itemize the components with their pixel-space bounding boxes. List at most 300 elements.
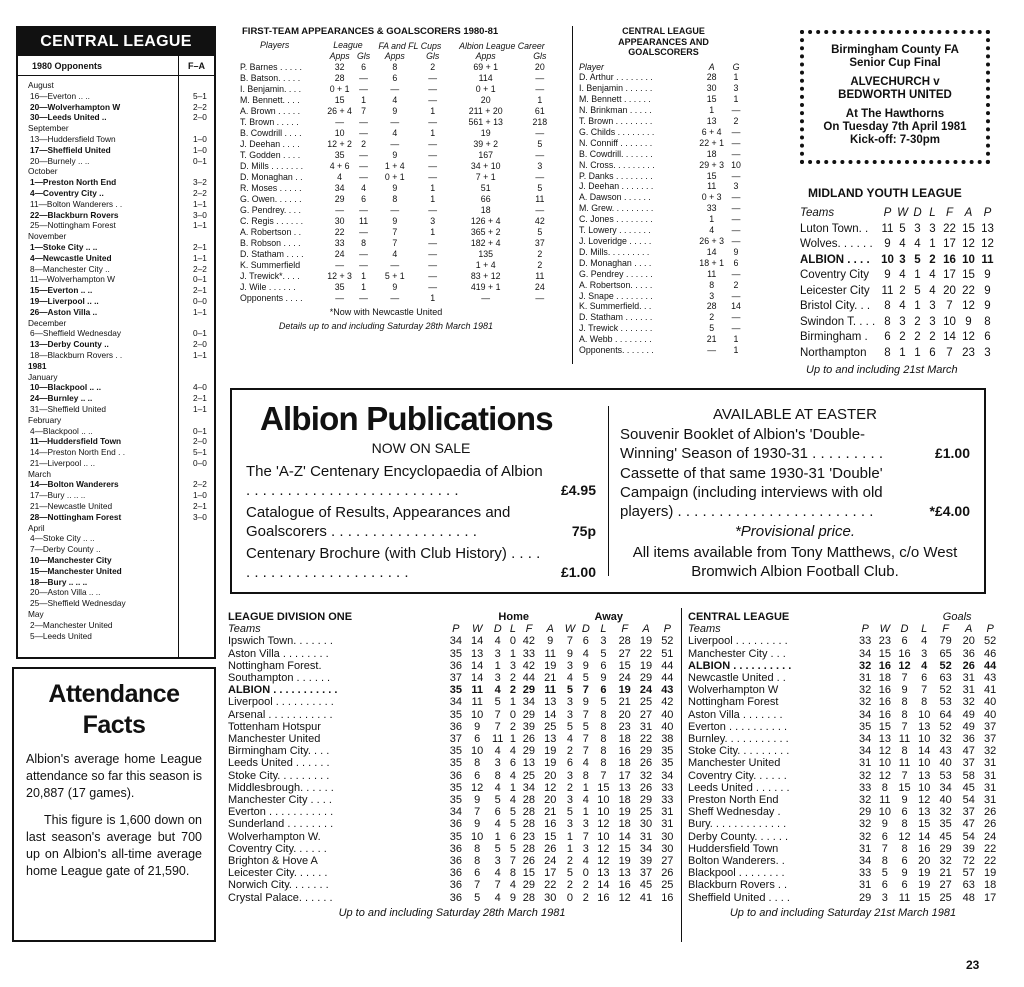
fixture-row bbox=[18, 587, 214, 598]
fixture-score: 1–0 bbox=[193, 144, 207, 155]
fixture-score bbox=[178, 533, 214, 544]
division-one-subheader-cell: P bbox=[452, 623, 460, 636]
division-one-title: LEAGUE DIVISION ONE bbox=[228, 611, 353, 623]
stat-cell: 3 bbox=[494, 672, 501, 685]
stat-cell: 4 bbox=[566, 672, 573, 685]
stat-cell: 26 bbox=[984, 818, 997, 831]
stat-cell: 4 bbox=[582, 647, 589, 660]
stat-cell: 52 bbox=[939, 659, 952, 672]
fixture-opponent: May bbox=[28, 609, 44, 620]
fixture-opponent: February bbox=[28, 414, 62, 425]
fixture-opponent: 7—Derby County .. bbox=[30, 544, 101, 555]
cl-appearance-row bbox=[579, 94, 748, 105]
stat-cell: 3 bbox=[899, 253, 906, 266]
stat-cell: 17 bbox=[984, 891, 997, 904]
team-name: Manchester City . . . bbox=[688, 647, 786, 660]
stat-cell: — bbox=[731, 105, 741, 116]
stat-cell: 18 bbox=[706, 148, 717, 159]
stat-cell: 5 bbox=[537, 139, 543, 149]
team-name: Leeds United . . . . . . bbox=[228, 757, 330, 770]
division-one-row bbox=[226, 770, 678, 782]
player-name: D. Statham . . . . bbox=[240, 249, 304, 259]
team-name: Burnley. . . . . . . . . . . bbox=[688, 733, 789, 746]
stat-cell: 5 bbox=[537, 183, 543, 193]
cl-appearance-row bbox=[579, 181, 748, 192]
stat-cell: 3 bbox=[494, 647, 501, 660]
stat-cell: 44 bbox=[522, 672, 536, 685]
fixture-opponent: 13—Huddersfield Town bbox=[30, 133, 116, 144]
fixture-row bbox=[18, 177, 214, 188]
team-name: Stoke City. . . . . . . . . bbox=[688, 745, 790, 758]
h-gls: Gls bbox=[356, 51, 371, 61]
stat-cell: — bbox=[428, 260, 438, 270]
stat-cell: 2 bbox=[733, 279, 739, 290]
cl-appearances-title: CENTRAL LEAGUE APPEARANCES AND GOALSCORERS bbox=[618, 26, 709, 57]
central-league-subheader-cell: P bbox=[986, 623, 994, 636]
appearance-row bbox=[236, 293, 556, 304]
division-one-row bbox=[226, 745, 678, 757]
fixture-opponent: 31—Sheffield United bbox=[30, 403, 106, 414]
publication-price: 75p bbox=[571, 523, 596, 539]
stat-cell: 37 bbox=[962, 806, 975, 819]
stat-cell: 15 bbox=[878, 647, 891, 660]
appearance-row bbox=[236, 282, 556, 293]
player-name: J. Trewick . . . . . . . bbox=[579, 323, 653, 334]
stat-cell: 114 bbox=[478, 73, 493, 83]
stat-cell: 15 bbox=[918, 891, 931, 904]
division-one-subheader-cell: F bbox=[621, 623, 629, 636]
stat-cell: 19 bbox=[918, 867, 931, 880]
fixture-opponent: April bbox=[28, 522, 45, 533]
stat-cell: 6 bbox=[474, 733, 481, 746]
division-one-subheader-cell: F bbox=[525, 623, 533, 636]
division-one-row bbox=[226, 794, 678, 806]
player-name: D. Mills. . . . . . . . . bbox=[579, 246, 650, 257]
stat-cell: 8 bbox=[884, 315, 891, 328]
stat-cell: 18 bbox=[480, 205, 491, 215]
team-name: Manchester United bbox=[228, 733, 321, 746]
stat-cell: 18 bbox=[618, 818, 631, 831]
stat-cell: 19 bbox=[544, 659, 557, 672]
stat-cell: 36 bbox=[449, 818, 462, 831]
stat-cell: 4 bbox=[494, 781, 501, 794]
cl-h-player: Player bbox=[579, 61, 604, 72]
stat-cell: 27 bbox=[661, 855, 674, 868]
player-name: P. Barnes . . . . . bbox=[240, 62, 302, 72]
stat-cell: 10 bbox=[597, 830, 610, 843]
stat-cell: 2 bbox=[566, 855, 573, 868]
stat-cell: 11 bbox=[898, 733, 911, 746]
fixture-opponent: 14—Bolton Wanderers bbox=[30, 479, 119, 490]
player-name: J. Trewick*. . . . bbox=[240, 271, 300, 281]
fixture-score: 2–0 bbox=[193, 112, 207, 123]
stat-cell: 3 bbox=[509, 659, 517, 672]
stat-cell: 58 bbox=[962, 769, 975, 782]
stat-cell: — bbox=[731, 290, 741, 301]
appearance-row bbox=[236, 194, 556, 205]
stat-cell: 32 bbox=[984, 745, 997, 758]
stat-cell: 16 bbox=[544, 818, 557, 831]
stat-cell: 32 bbox=[962, 696, 975, 709]
stat-cell: 16 bbox=[661, 891, 674, 904]
cl-appearances-table bbox=[579, 62, 748, 356]
fixture-row bbox=[18, 501, 214, 512]
player-name: G. Pendrey . . . . . . bbox=[579, 268, 653, 279]
fixture-score: 2–1 bbox=[193, 393, 207, 404]
fixture-row bbox=[18, 544, 214, 555]
fixture-row bbox=[18, 577, 214, 588]
stat-cell: 5 bbox=[494, 842, 501, 855]
central-league-row bbox=[686, 733, 1000, 745]
stat-cell: 12 bbox=[918, 794, 931, 807]
stat-cell: 1 bbox=[430, 183, 436, 193]
stat-cell: 29 bbox=[639, 794, 653, 807]
stat-cell: — bbox=[731, 225, 741, 236]
stat-cell: 7 bbox=[600, 769, 607, 782]
central-league-standings bbox=[686, 611, 1000, 904]
publication-item bbox=[246, 544, 596, 582]
stat-cell: 42 bbox=[661, 696, 674, 709]
stat-cell: 16 bbox=[878, 708, 891, 721]
appearance-row bbox=[236, 84, 556, 95]
stat-cell: 21 bbox=[544, 672, 557, 685]
stat-cell: 26 bbox=[544, 842, 557, 855]
central-league-table-note: Up to and including Saturday 21st March 1981 bbox=[729, 906, 957, 919]
central-league-row bbox=[686, 831, 1000, 843]
myl-row bbox=[800, 299, 997, 315]
team-name: Huddersfield Town bbox=[688, 842, 779, 855]
team-name: Leicester City. . . . . . bbox=[228, 867, 328, 880]
stat-cell: 18 bbox=[618, 757, 631, 770]
myl-header-cell: F bbox=[945, 207, 954, 219]
stat-cell: 29 bbox=[334, 194, 345, 204]
stat-cell: 25 bbox=[522, 769, 536, 782]
stat-cell: 22 bbox=[639, 647, 653, 660]
stat-cell: 9 bbox=[392, 183, 398, 193]
stat-cell: — bbox=[535, 293, 545, 303]
fixture-opponent: 17—Sheffield United bbox=[30, 144, 111, 155]
stat-cell: 1 bbox=[361, 282, 367, 292]
central-league-subheader bbox=[686, 623, 1000, 635]
fixture-opponent: 21—Newcastle United bbox=[30, 501, 113, 512]
fixture-score bbox=[178, 631, 214, 642]
myl-header-cell: P bbox=[883, 207, 892, 219]
team-name: Stoke City. . . . . . . . . bbox=[228, 769, 330, 782]
stat-cell: 49 bbox=[962, 720, 975, 733]
stat-cell: 30 bbox=[334, 216, 345, 226]
fixture-opponent: 13—Derby County .. bbox=[30, 339, 109, 350]
stat-cell: 11 bbox=[544, 647, 556, 660]
stat-cell: 7 bbox=[946, 300, 953, 312]
fixture-score bbox=[178, 123, 214, 134]
central-league-row bbox=[686, 672, 1000, 684]
stat-cell: — bbox=[359, 293, 368, 303]
stat-cell: 1 bbox=[709, 105, 715, 116]
stat-cell: 39 bbox=[639, 855, 653, 868]
stat-cell: 8 bbox=[881, 855, 888, 868]
stat-cell: 35 bbox=[449, 647, 462, 660]
stat-cell: 4 + 6 bbox=[329, 161, 350, 171]
division-one-row bbox=[226, 660, 678, 672]
stat-cell: 1 bbox=[914, 269, 921, 281]
myl-row bbox=[800, 346, 997, 362]
stat-cell: 7 bbox=[566, 635, 573, 648]
stat-cell: 13 bbox=[618, 867, 631, 880]
stat-cell: 13 bbox=[706, 116, 717, 127]
stat-cell: 15 bbox=[597, 781, 610, 794]
stat-cell: 36 bbox=[449, 659, 462, 672]
division-one-row bbox=[226, 648, 678, 660]
stat-cell: 12 bbox=[618, 891, 631, 904]
stat-cell: — bbox=[535, 128, 545, 138]
fixtures-col-score: F–A bbox=[178, 56, 214, 75]
fixture-row bbox=[18, 555, 214, 566]
stat-cell: 5 bbox=[566, 684, 573, 697]
division-one-row bbox=[226, 867, 678, 879]
stat-cell: 2 bbox=[361, 139, 367, 149]
central-league-row bbox=[686, 879, 1000, 891]
fixture-opponent: 30—Leeds United .. bbox=[30, 112, 107, 123]
stat-cell: 0 bbox=[566, 891, 573, 904]
stat-cell: 2 bbox=[899, 331, 906, 343]
stat-cell: 35 bbox=[449, 830, 462, 843]
stat-cell: 11 bbox=[707, 268, 717, 279]
stat-cell: 22 bbox=[943, 222, 956, 235]
stat-cell: 15 bbox=[962, 222, 975, 235]
division-one-subheader-cell: L bbox=[509, 623, 517, 636]
stat-cell: — bbox=[731, 126, 741, 137]
fixture-row bbox=[18, 339, 214, 350]
stat-cell: 6 bbox=[392, 73, 398, 83]
fixtures-header bbox=[18, 56, 214, 76]
stat-cell: 14 bbox=[618, 830, 631, 843]
stat-cell: 19 bbox=[984, 867, 997, 880]
stat-cell: 8 bbox=[984, 315, 991, 328]
stat-cell: 2 bbox=[582, 879, 589, 892]
division-one-subheader-cell: D bbox=[581, 623, 590, 636]
stat-cell: 9 bbox=[392, 106, 398, 116]
stat-cell: 41 bbox=[984, 684, 997, 697]
publication-price: £1.00 bbox=[560, 564, 596, 580]
stat-cell: 34 bbox=[639, 842, 653, 855]
appearance-row bbox=[236, 73, 556, 84]
fixture-opponent: 17—Bury .. .. .. bbox=[30, 490, 86, 501]
fixture-score bbox=[178, 361, 214, 372]
stat-cell: 12 bbox=[544, 781, 557, 794]
team-name: Crystal Palace. . . . . . bbox=[228, 891, 333, 904]
stat-cell: 8 bbox=[600, 757, 607, 770]
stat-cell: 44 bbox=[661, 659, 674, 672]
fixture-opponent: January bbox=[28, 371, 58, 382]
stat-cell: 4 bbox=[899, 238, 906, 250]
stat-cell: 32 bbox=[639, 769, 653, 782]
team-name: Bolton Wanderers. . bbox=[688, 855, 785, 868]
fixture-opponent: 18—Blackburn Rovers . . bbox=[30, 349, 123, 360]
stat-cell: 32 bbox=[939, 855, 952, 868]
fixture-score: 3–0 bbox=[193, 209, 207, 220]
division-one-subheader-cell: A bbox=[642, 623, 650, 636]
stat-cell: 6 bbox=[361, 194, 367, 204]
player-name: J. Loveridge . . . . . bbox=[579, 236, 652, 246]
stat-cell: — bbox=[359, 117, 368, 127]
stat-cell: 36 bbox=[962, 647, 975, 660]
stat-cell: 13 bbox=[618, 781, 631, 794]
stat-cell: 3 bbox=[921, 647, 928, 660]
h-gls: Gls bbox=[533, 51, 547, 61]
stat-cell: 3 bbox=[494, 855, 501, 868]
appearance-row bbox=[236, 249, 556, 260]
stat-cell: 8 bbox=[600, 733, 607, 746]
stat-cell: 32 bbox=[334, 62, 345, 72]
team-name: Tottenham Hotspur bbox=[228, 720, 321, 733]
stat-cell: — bbox=[535, 84, 545, 94]
stat-cell: — bbox=[359, 73, 368, 83]
player-name: C. Jones . . . . . . . . bbox=[579, 214, 653, 225]
stat-cell: 10 bbox=[471, 745, 484, 758]
cl-appearance-row bbox=[579, 214, 748, 225]
stat-cell: 34 bbox=[661, 769, 674, 782]
stat-cell: 52 bbox=[661, 635, 674, 648]
stat-cell: — bbox=[390, 139, 400, 149]
fixture-opponent: November bbox=[28, 231, 67, 242]
stat-cell: 4 bbox=[921, 635, 928, 648]
stat-cell: 34 bbox=[859, 647, 872, 660]
stat-cell: 8 bbox=[600, 720, 607, 733]
stat-cell: 19 bbox=[618, 684, 631, 697]
fixture-opponent: 28—Nottingham Forest bbox=[30, 511, 122, 522]
central-league-row bbox=[686, 806, 1000, 818]
division-one-row bbox=[226, 843, 678, 855]
publications-title: Albion Publications bbox=[260, 400, 553, 437]
player-name: J. Snape . . . . . . . . bbox=[579, 290, 653, 301]
stat-cell: 4 bbox=[509, 745, 517, 758]
stat-cell: 31 bbox=[984, 781, 997, 794]
stat-cell: 7 bbox=[582, 830, 589, 843]
cl-appearance-row bbox=[579, 160, 748, 171]
central-league-row bbox=[686, 696, 1000, 708]
stat-cell: 8 bbox=[392, 194, 398, 204]
stat-cell: 8 bbox=[881, 781, 888, 794]
stat-cell: 30 bbox=[544, 891, 557, 904]
stat-cell: — bbox=[535, 205, 545, 215]
stat-cell: 22 bbox=[544, 879, 557, 892]
stat-cell: — bbox=[731, 148, 741, 159]
myl-header-cell: P bbox=[983, 207, 992, 219]
fixture-row bbox=[18, 91, 214, 102]
stat-cell: — bbox=[390, 260, 400, 270]
stat-cell: 28 bbox=[618, 635, 631, 648]
stat-cell: 8 bbox=[600, 745, 607, 758]
stat-cell: 51 bbox=[480, 183, 491, 193]
stat-cell: 43 bbox=[661, 684, 674, 697]
stat-cell: 211 + 20 bbox=[468, 106, 503, 116]
stat-cell: — bbox=[428, 205, 438, 215]
stat-cell: 4 bbox=[509, 769, 517, 782]
fixture-score: 2–2 bbox=[193, 263, 207, 274]
stat-cell: 12 + 2 bbox=[327, 139, 352, 149]
stat-cell: 20 bbox=[534, 62, 545, 72]
central-league-row bbox=[686, 721, 1000, 733]
division-one-subheader-cell: W bbox=[471, 623, 483, 636]
stat-cell: 45 bbox=[939, 830, 952, 843]
stat-cell: 1 bbox=[430, 194, 436, 204]
stat-cell: 44 bbox=[984, 659, 997, 672]
cl-appearance-row bbox=[579, 291, 748, 302]
team-name: Nottingham Forest. bbox=[228, 659, 322, 672]
stat-cell: — bbox=[359, 227, 368, 237]
publication-text: The 'A-Z' Centenary Encyclopaedia of Albion . . . . . . . . . . . . . . . . . . . . . . . . . . bbox=[246, 463, 543, 499]
stat-cell: — bbox=[359, 128, 368, 138]
fixture-row bbox=[18, 426, 214, 437]
appearance-row bbox=[236, 106, 556, 117]
division-one-subheader-cell: A bbox=[546, 623, 554, 636]
central-league-row bbox=[686, 757, 1000, 769]
stat-cell: 26 bbox=[962, 659, 975, 672]
stat-cell: 35 bbox=[661, 745, 674, 758]
stat-cell: 5 bbox=[600, 696, 607, 709]
cl-appearance-row bbox=[579, 225, 748, 236]
stat-cell: 34 bbox=[859, 708, 872, 721]
stat-cell: 63 bbox=[939, 672, 952, 685]
stat-cell: 28 bbox=[706, 72, 717, 83]
stat-cell: 1 bbox=[914, 346, 921, 359]
stat-cell: 4 bbox=[914, 238, 921, 250]
stat-cell: 1 bbox=[509, 733, 517, 746]
stat-cell: 33 bbox=[522, 647, 536, 660]
stat-cell: 4 bbox=[899, 300, 906, 312]
stat-cell: 6 bbox=[881, 879, 888, 892]
fixture-score: 0–1 bbox=[193, 425, 207, 436]
stat-cell: 37 bbox=[962, 757, 975, 770]
attendance-title-line2: Facts bbox=[82, 711, 146, 739]
stat-cell: 3 bbox=[929, 300, 936, 312]
stat-cell: 1 bbox=[509, 647, 517, 660]
team-name: Wolves. . . . . . bbox=[800, 238, 873, 250]
fixture-score bbox=[178, 577, 214, 588]
stat-cell: 36 bbox=[449, 867, 462, 880]
team-name: Southampton . . . . . . bbox=[228, 672, 331, 685]
stat-cell: 167 bbox=[478, 150, 494, 160]
stat-cell: 14 bbox=[918, 830, 931, 843]
team-name: Bristol City. . . bbox=[800, 300, 871, 312]
stat-cell: — bbox=[428, 271, 438, 281]
division-one-row bbox=[226, 879, 678, 891]
midland-youth-league bbox=[800, 186, 1000, 376]
cl-appearance-row bbox=[579, 72, 748, 83]
stat-cell: 28 bbox=[522, 842, 536, 855]
fixture-row bbox=[18, 199, 214, 210]
stat-cell: 10 bbox=[918, 708, 931, 721]
fixture-opponent: 6—Sheffield Wednesday bbox=[30, 328, 122, 339]
stat-cell: 31 bbox=[984, 757, 997, 770]
stat-cell: 5 bbox=[582, 720, 589, 733]
publication-text: Centenary Brochure (with Club History) . . . . . . . . . . . . . . . . . . . . . . . . bbox=[246, 545, 541, 581]
cup-line-2: Senior Cup Final bbox=[849, 57, 941, 69]
stat-cell: 26 + 3 bbox=[699, 236, 724, 246]
central-league-subheader-cell: L bbox=[921, 623, 928, 636]
division-one-row bbox=[226, 806, 678, 818]
fixture-score: 1–1 bbox=[193, 198, 207, 209]
player-name: B. Robson . . . . bbox=[240, 238, 301, 248]
stat-cell: 39 bbox=[962, 842, 975, 855]
fixture-month bbox=[18, 80, 214, 91]
stat-cell: — bbox=[481, 293, 491, 303]
stat-cell: 19 bbox=[544, 745, 557, 758]
stat-cell: 7 bbox=[901, 672, 908, 685]
stat-cell: 5 bbox=[509, 806, 517, 819]
myl-row bbox=[800, 237, 997, 253]
stat-cell: 1 bbox=[430, 106, 436, 116]
